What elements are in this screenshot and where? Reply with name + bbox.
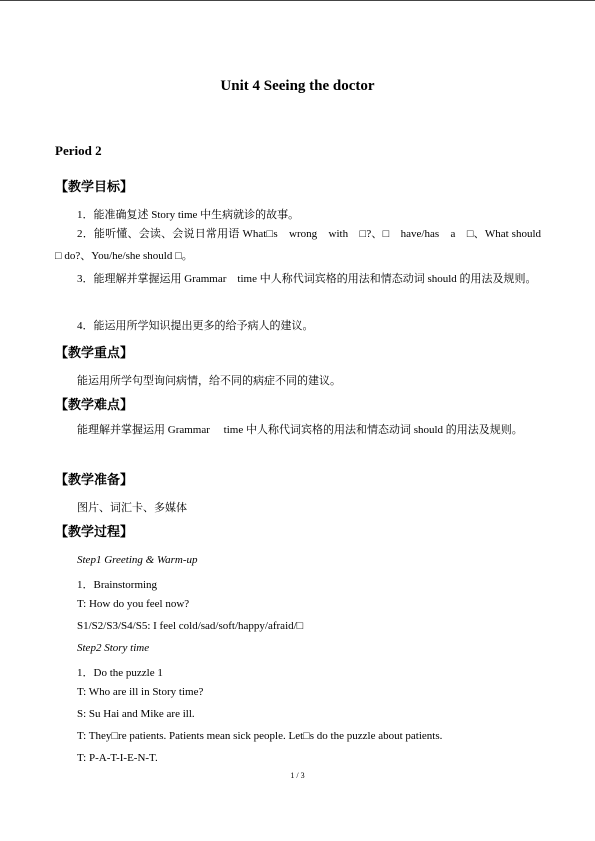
preparation-text: 图片、词汇卡、多媒体 [77,502,187,514]
goal-item-2-text: 2．能听懂、会读、会说日常用语 What□s wrong with □?、□ have/has a □、What should □ do?、You/he/she should □。 [55,228,541,262]
heading-difficulties: 【教学难点】 [55,398,134,413]
process-line: S1/S2/S3/S4/S5: I feel cold/sad/soft/happy/afraid/□ [77,620,304,632]
difficulties-text: 能理解并掌握运用 Grammar time 中人称代词宾格的用法和情态动词 should 的用法及规则。 [77,424,523,436]
goal-item-2 [55,223,541,267]
process-line: S: Su Hai and Mike are ill. [77,708,195,720]
goal-item-3-text: 3．能理解并掌握运用 Grammar time 中人称代词宾格的用法和情态动词 should 的用法及规则。 [77,273,537,285]
document-title: Unit 4 Seeing the doctor [220,78,375,94]
process-line: 1．Do the puzzle 1 [77,667,163,679]
step2-title: Step2 Story time [77,642,150,654]
key-points-text: 能运用所学句型询问病情，给不同的病症不同的建议。 [77,375,341,387]
heading-teaching-goals: 【教学目标】 [55,180,134,195]
page-number: 1 / 3 [290,771,305,780]
heading-teaching-process: 【教学过程】 [55,525,134,540]
process-line: T: They□re patients. Patients mean sick people. Let□s do the puzzle about patients. [77,730,443,742]
heading-key-points: 【教学重点】 [55,346,134,361]
process-line: T: How do you feel now? [77,598,190,610]
process-line: T: P-A-T-I-E-N-T. [77,752,158,764]
period-label: Period 2 [55,143,102,158]
process-line: T: Who are ill in Story time? [77,686,204,698]
difficulties-paragraph [55,419,541,441]
goal-item-3 [55,268,541,290]
goal-item-1: 1．能准确复述 Story time 中生病就诊的故事。 [77,209,300,221]
heading-preparation: 【教学准备】 [55,473,134,488]
process-line: 1．Brainstorming [77,579,158,591]
step1-title: Step1 Greeting & Warm-up [77,554,198,566]
goal-item-4: 4．能运用所学知识提出更多的给予病人的建议。 [77,320,314,332]
